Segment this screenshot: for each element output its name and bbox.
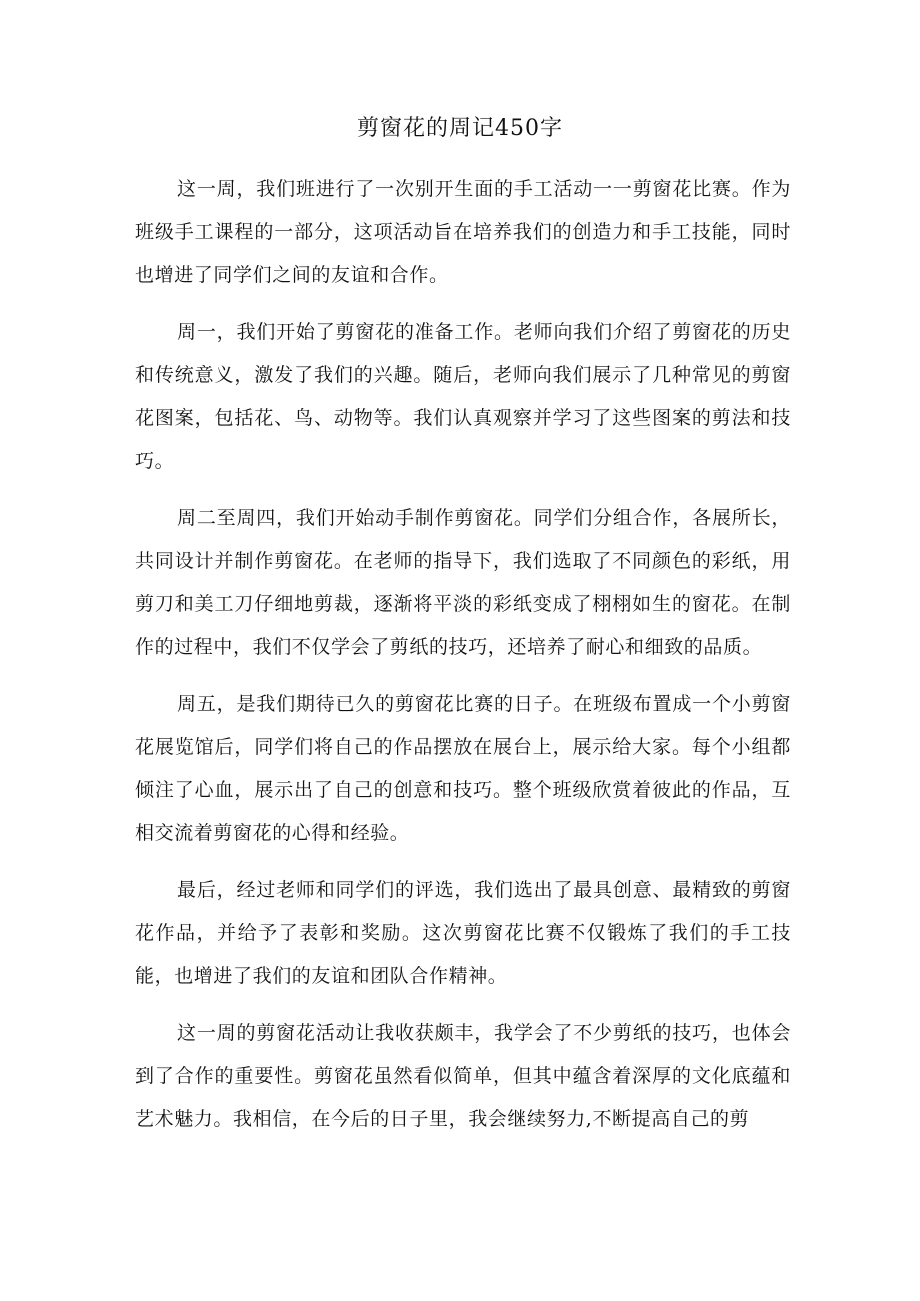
document-title: 剪窗花的周记450字 — [357, 116, 563, 141]
paragraph-5: 最后，经过老师和同学们的评选，我们选出了最具创意、最精致的剪窗花作品，并给予了表彰和奖励。这次剪窗花比赛不仅锻炼了我们的手工技能，也增进了我们的友谊和团队合作精神。 — [135, 879, 791, 987]
paragraph-2: 周一，我们开始了剪窗花的准备工作。老师向我们介绍了剪窗花的历史和传统意义，激发了我们的兴趣。随后，老师向我们展示了几种常见的剪窗花图案，包括花、鸟、动物等。我们认真观察并学习了这些图案的剪法和技巧。 — [135, 321, 791, 472]
paragraph-6: 这一周的剪窗花活动让我收获颇丰，我学会了不少剪纸的技巧，也体会到了合作的重要性。剪窗花虽然看似简单，但其中蕴含着深厚的文化底蕴和艺术魅力。我相信，在今后的日子里，我会继续努力,不断提高自己的剪 — [135, 1022, 791, 1130]
paragraph-1: 这一周，我们班进行了一次别开生面的手工活动一一剪窗花比赛。作为班级手工课程的一部分，这项活动旨在培养我们的创造力和手工技能，同时也增进了同学们之间的友谊和合作。 — [135, 178, 791, 286]
document-body — [135, 168, 791, 1155]
paragraph-4: 周五，是我们期待已久的剪窗花比赛的日子。在班级布置成一个小剪窗花展览馆后，同学们将自己的作品摆放在展台上，展示给大家。每个小组都倾注了心血，展示出了自己的创意和技巧。整个班级欣赏着彼此的作品，互相交流着剪窗花的心得和经验。 — [135, 693, 791, 844]
paragraph-3: 周二至周四，我们开始动手制作剪窗花。同学们分组合作，各展所长，共同设计并制作剪窗花。在老师的指导下，我们选取了不同颜色的彩纸，用剪刀和美工刀仔细地剪裁，逐渐将平淡的彩纸变成了栩栩如生的窗花。在制作的过程中，我们不仅学会了剪纸的技巧，还培养了耐心和细致的品质。 — [135, 507, 791, 658]
